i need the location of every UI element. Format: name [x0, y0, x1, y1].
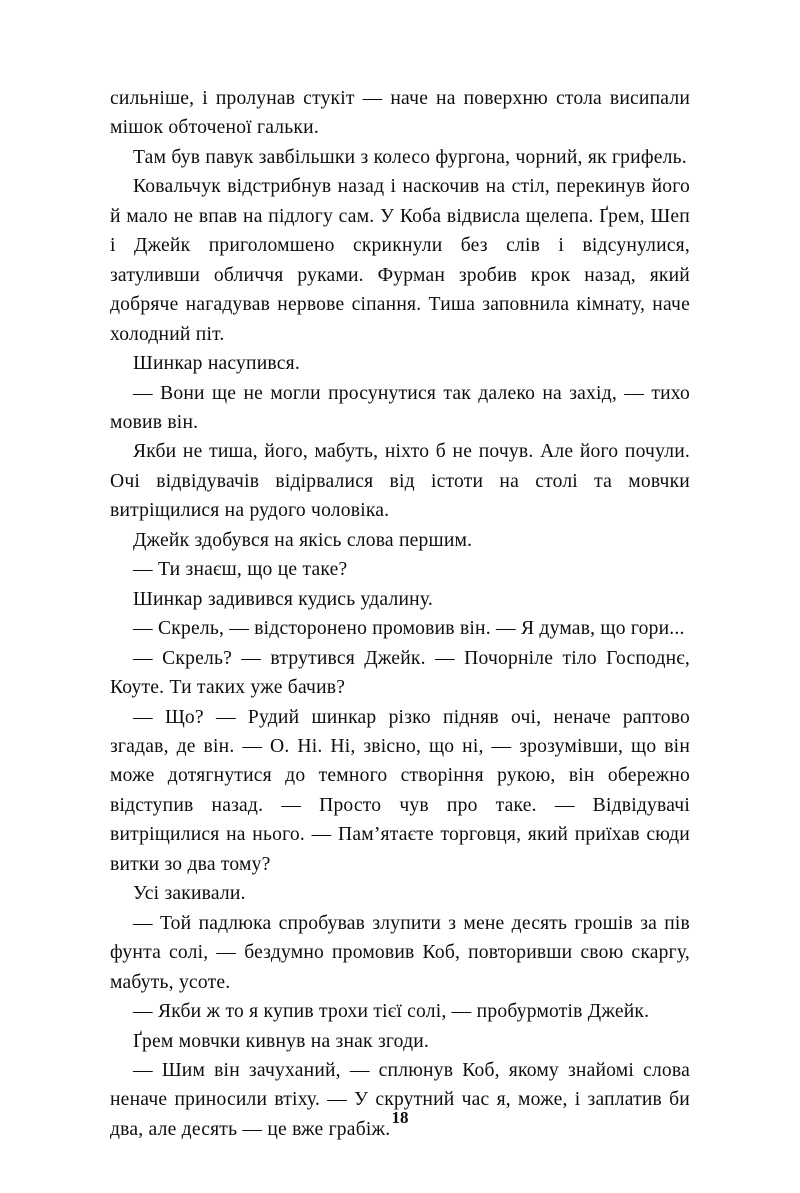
paragraph: Ґрем мовчки кивнув на знак згоди.: [133, 1030, 430, 1052]
paragraph: — Той падлюка спробував злупити з мене десять грошів за пів фунта солі, — бездумно промовив Коб, повторивши свою скаргу, мабуть, усоте.: [110, 912, 690, 993]
paragraph: — Скрель? — втрутився Джейк. — Почорніле тіло Господнє, Коуте. Ти таких уже бачив?: [110, 647, 690, 699]
paragraph: — Ти знаєш, що це таке?: [133, 559, 348, 581]
paragraph: Джейк здобувся на якісь слова першим.: [133, 529, 473, 551]
paragraph: Там був павук завбільшки з колесо фургона, чорний, як грифель.: [133, 146, 687, 168]
paragraph: сильніше, і пролунав стукіт — наче на поверхню стола висипали мішок обточеної гальки.: [110, 88, 690, 139]
paragraph: Шинкар задивився кудись удалину.: [133, 588, 433, 610]
paragraph: — Вони ще не могли просунутися так далеко на захід, — тихо мовив він.: [110, 382, 690, 433]
paragraph: Ковальчук відстрибнув назад і наскочив на стіл, перекинув його й мало не впав на підлогу сам. У Коба відвисла щелепа. Ґрем, Шеп і Джейк приголомшено скрикнули без слів і відсунулися, затуливши обличчя руками. Фурман зробив крок назад, який добряче нагадував нервове сіпання. Тиша заповнила кімнату, наче холодний піт.: [110, 176, 690, 345]
paragraph: Усі закивали.: [133, 883, 246, 905]
body-text-block: [110, 84, 690, 1144]
paragraph: — Якби ж то я купив трохи тієї солі, — пробурмотів Джейк.: [133, 1001, 650, 1023]
paragraph: — Що? — Рудий шинкар різко підняв очі, неначе раптово згадав, де він. — О. Ні. Ні, звісно, що ні, — зрозумівши, що він може дотягнутися до темного створіння рукою, він обережно відступив назад. — Просто чув про таке. — Відвідувачі витріщилися на нього. — Пам’ятаєте торговця, який приїхав сюди витки зо два тому?: [110, 706, 690, 875]
paragraph: Шинкар насупився.: [133, 353, 300, 375]
paragraph: Якби не тиша, його, мабуть, ніхто б не почув. Але його почули. Очі відвідувачів відірвалися від істоти на столі та мовчки витріщилися на рудого чоловіка.: [110, 441, 690, 522]
page-number: 18: [391, 1108, 409, 1127]
paragraph: — Скрель, — відсторонено промовив він. — Я думав, що гори...: [133, 618, 685, 640]
paragraph: — Шим він зачуханий, — сплюнув Коб, якому знайомі слова неначе приносили втіху. — У скрутний час я, може, і заплатив би два, але десять — це вже грабіж.: [110, 1059, 690, 1140]
